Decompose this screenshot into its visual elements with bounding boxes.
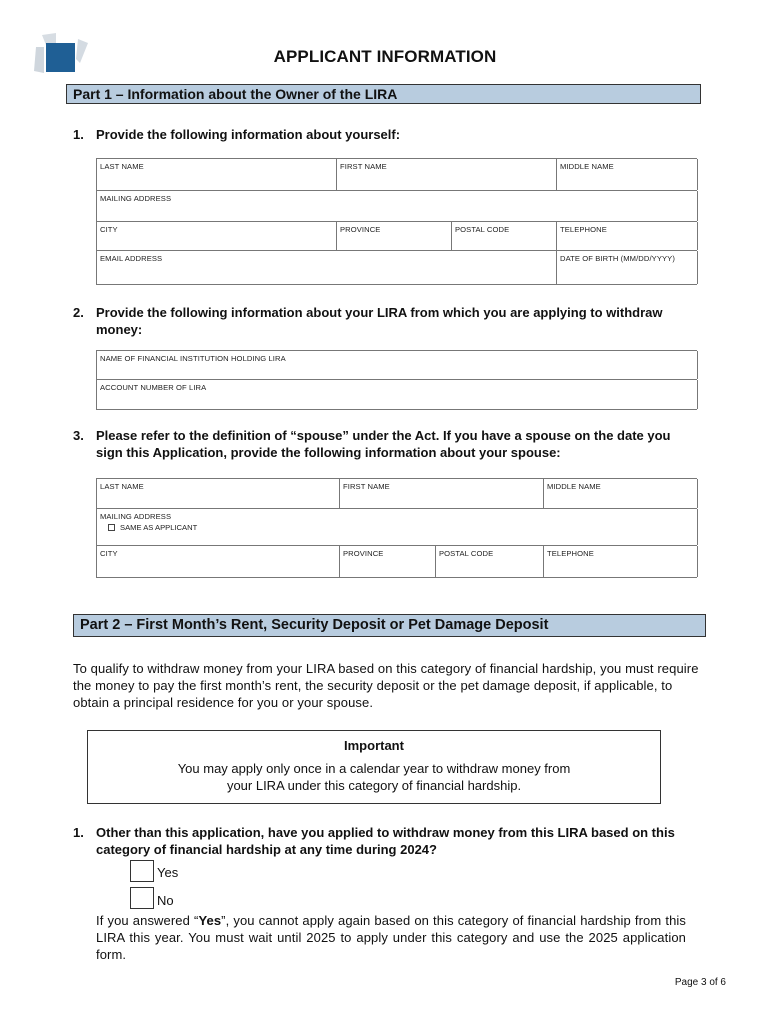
question-number: 2. (73, 305, 84, 320)
question-number: 1. (73, 825, 84, 840)
financial-institution-field[interactable]: NAME OF FINANCIAL INSTITUTION HOLDING LIRA (97, 351, 698, 379)
part1-header: Part 1 – Information about the Owner of the LIRA (66, 84, 701, 104)
email-row (97, 251, 697, 285)
yes-answer-note (96, 912, 686, 963)
question-number: 3. (73, 428, 84, 443)
question-text: Provide the following information about your LIRA from which you are applying to withdraw money: (96, 305, 663, 337)
institution-row (97, 351, 697, 380)
page-title: APPLICANT INFORMATION (273, 47, 497, 66)
part1-question-2 (73, 304, 705, 338)
spouse-telephone-field[interactable]: TELEPHONE (544, 546, 698, 577)
yes-label: Yes (157, 865, 179, 880)
important-line-1: You may apply only once in a calendar year to withdraw money from (177, 761, 571, 776)
date-of-birth-field[interactable]: DATE OF BIRTH (MM/DD/YYYY) (557, 251, 698, 284)
spouse-mailing-address-field[interactable]: MAILING ADDRESS (97, 509, 698, 545)
middle-name-field[interactable]: MIDDLE NAME (557, 159, 698, 190)
note-text-post: ”, you cannot apply again based on this category of financial hardship from this LIRA this year. You must wait until 2025 to apply under this category and use the 2025 application form. (96, 913, 686, 962)
question-number: 1. (73, 127, 84, 142)
question-text: Provide the following information about yourself: (96, 127, 401, 142)
city-field[interactable]: CITY (97, 222, 337, 250)
address-row (97, 191, 697, 222)
question-text: Other than this application, have you applied to withdraw money from this LIRA based on this category of financial hardship at any time during 2024? (96, 825, 675, 857)
spouse-middle-name-field[interactable]: MIDDLE NAME (544, 479, 698, 508)
part1-question-1 (73, 126, 703, 143)
spouse-province-field[interactable]: PROVINCE (340, 546, 436, 577)
part2-question-1 (73, 824, 703, 858)
part2-intro: To qualify to withdraw money from your LIRA based on this category of financial hardship, you must require the money to pay the first month’s rent, the security deposit or the pet damage deposit, if applicable, to obtain a principal residence for you or your spouse. (73, 661, 699, 710)
email-field[interactable]: EMAIL ADDRESS (97, 251, 557, 284)
spouse-first-name-field[interactable]: FIRST NAME (340, 479, 544, 508)
yes-checkbox[interactable] (130, 860, 154, 882)
province-field[interactable]: PROVINCE (337, 222, 452, 250)
same-as-applicant-checkbox[interactable] (108, 524, 115, 531)
same-as-applicant-option[interactable] (108, 523, 197, 532)
first-name-field[interactable]: FIRST NAME (337, 159, 557, 190)
question-text: Please refer to the definition of “spouse” under the Act. If you have a spouse on the date you sign this Application, provide the following information about your spouse: (96, 428, 671, 460)
name-row (97, 159, 697, 191)
page-number: Page 3 of 6 (674, 977, 726, 988)
spouse-last-name-field[interactable]: LAST NAME (97, 479, 340, 508)
spouse-postal-code-field[interactable]: POSTAL CODE (436, 546, 544, 577)
spouse-city-field[interactable]: CITY (97, 546, 340, 577)
postal-code-field[interactable]: POSTAL CODE (452, 222, 557, 250)
spouse-name-row (97, 479, 697, 509)
account-row (97, 380, 697, 410)
part2-header: Part 2 – First Month’s Rent, Security Deposit or Pet Damage Deposit (73, 614, 706, 637)
no-checkbox[interactable] (130, 887, 154, 909)
last-name-field[interactable]: LAST NAME (97, 159, 337, 190)
important-line-2: your LIRA under this category of financial hardship. (226, 778, 522, 793)
part1-question-3 (73, 427, 693, 461)
owner-info-grid (96, 158, 697, 285)
important-box (87, 730, 661, 804)
lira-info-grid (96, 350, 697, 410)
note-text-pre: If you answered “ (96, 913, 199, 928)
note-text-bold: Yes (198, 913, 222, 928)
same-as-applicant-label: SAME AS APPLICANT (120, 523, 198, 532)
account-number-field[interactable]: ACCOUNT NUMBER OF LIRA (97, 380, 698, 409)
spouse-city-row (97, 546, 697, 578)
telephone-field[interactable]: TELEPHONE (557, 222, 698, 250)
important-heading: Important (344, 738, 404, 753)
no-label: No (157, 893, 174, 908)
city-row (97, 222, 697, 251)
mailing-address-field[interactable]: MAILING ADDRESS (97, 191, 698, 221)
